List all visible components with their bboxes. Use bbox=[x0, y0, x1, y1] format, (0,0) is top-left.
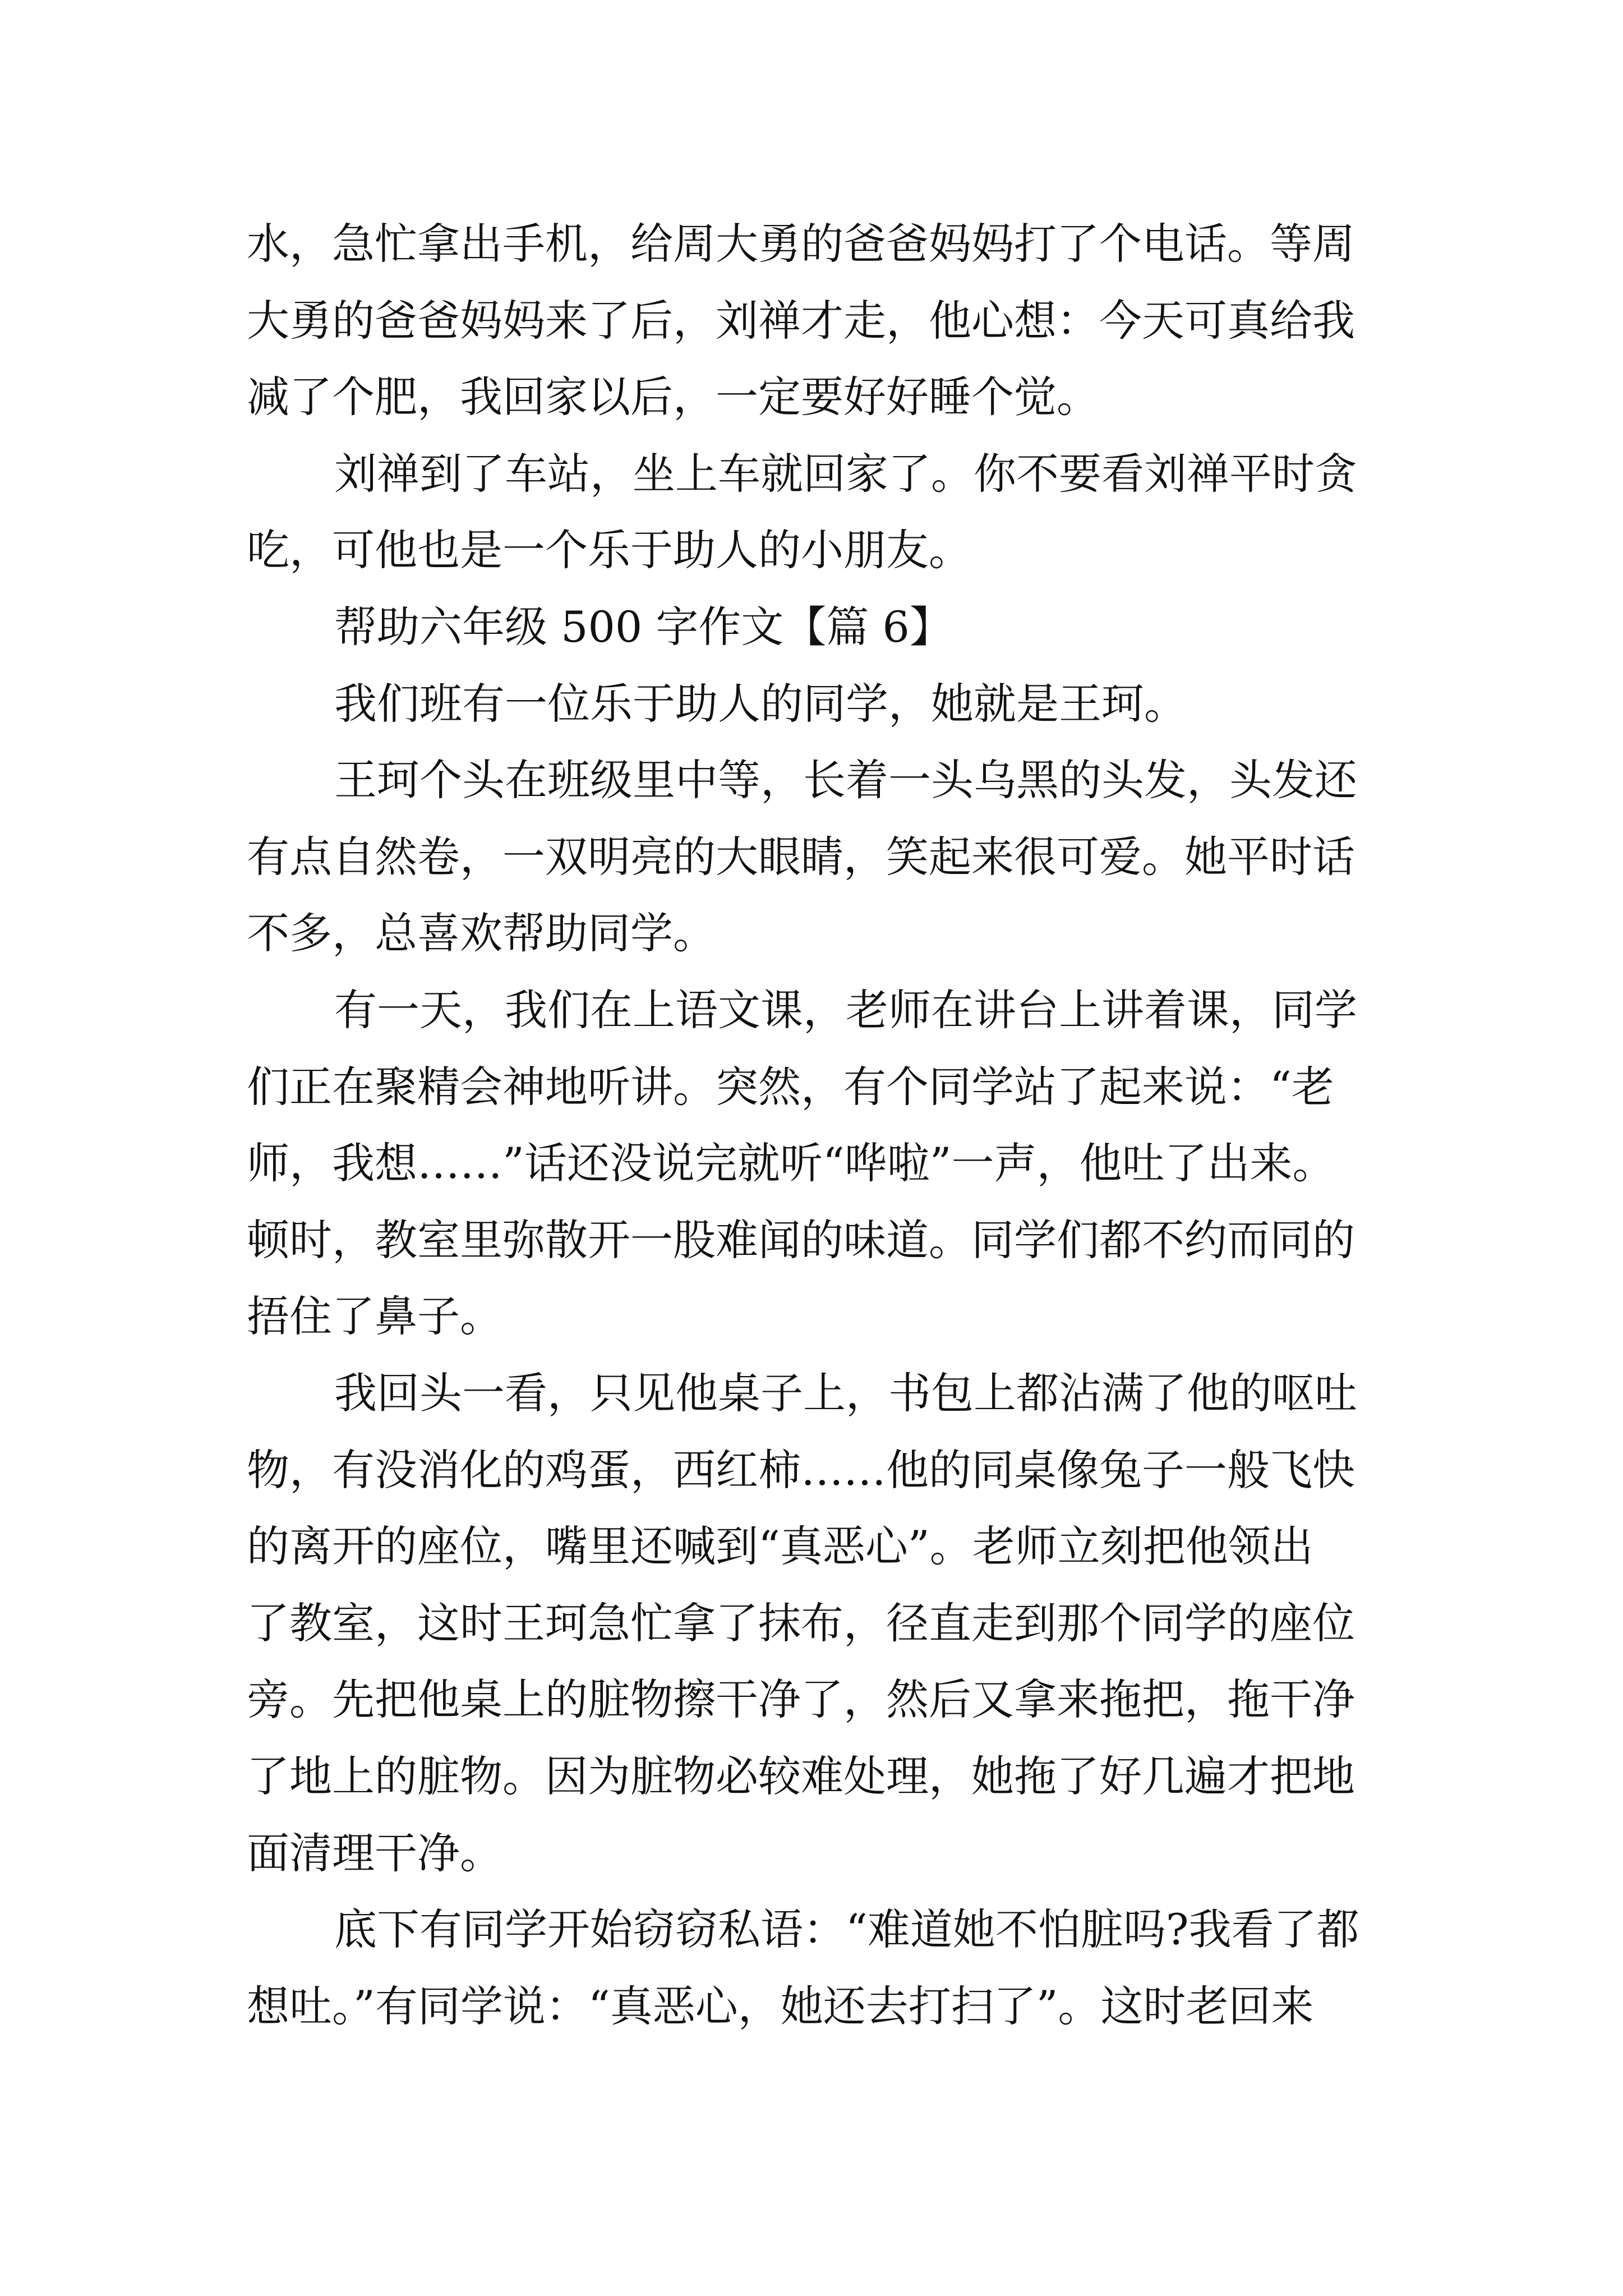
text-line: 顿时，教室里弥散开一股难闻的味道。同学们都不约而同的 bbox=[247, 1215, 1355, 1265]
text-line: 想吐。”有同学说：“真恶心，她还去打扫了”。这时老回来 bbox=[247, 1981, 1314, 2031]
text-line: 不多，总喜欢帮助同学。 bbox=[247, 908, 716, 958]
text-line: 我回头一看，只见他桌子上，书包上都沾满了他的呕吐 bbox=[334, 1368, 1357, 1418]
text-line: 的离开的座位，嘴里还喊到“真恶心”。老师立刻把他领出 bbox=[247, 1521, 1313, 1571]
text-line: 物，有没消化的鸡蛋，西红柿……他的同桌像兔子一般飞快 bbox=[247, 1445, 1355, 1495]
text-line: 我们班有一位乐于助人的同学，她就是王珂。 bbox=[334, 679, 1187, 729]
text-line: 了教室，这时王珂急忙拿了抹布，径直走到那个同学的座位 bbox=[247, 1598, 1355, 1648]
text-line: 大勇的爸爸妈妈来了后，刘禅才走，他心想：今天可真给我 bbox=[247, 296, 1355, 346]
text-line: 吃，可他也是一个乐于助人的小朋友。 bbox=[247, 525, 971, 575]
text-line: 底下有同学开始窃窃私语：“难道她不怕脏吗?我看了都 bbox=[334, 1904, 1359, 1954]
text-line: 面清理干净。 bbox=[247, 1828, 502, 1878]
text-line: 们正在聚精会神地听讲。突然，有个同学站了起来说：“老 bbox=[247, 1062, 1334, 1112]
section-heading: 帮助六年级 500 字作文【篇 6】 bbox=[334, 602, 952, 652]
text-line: 捂住了鼻子。 bbox=[247, 1291, 502, 1341]
text-line: 有点自然卷，一双明亮的大眼睛，笑起来很可爱。她平时话 bbox=[247, 832, 1355, 882]
text-line: 有一天，我们在上语文课，老师在讲台上讲着课，同学 bbox=[334, 985, 1357, 1035]
text-line: 刘禅到了车站，坐上车就回家了。你不要看刘禅平时贪 bbox=[334, 449, 1357, 499]
text-line: 王珂个头在班级里中等，长着一头乌黑的头发，头发还 bbox=[334, 755, 1357, 805]
text-line: 减了个肥，我回家以后，一定要好好睡个觉。 bbox=[247, 372, 1099, 422]
text-line: 旁。先把他桌上的脏物擦干净了，然后又拿来拖把，拖干净 bbox=[247, 1674, 1355, 1724]
text-line: 师，我想……”话还没说完就听“哗啦”一声，他吐了出来。 bbox=[247, 1138, 1335, 1188]
text-line: 了地上的脏物。因为脏物必较难处理，她拖了好几遍才把地 bbox=[247, 1751, 1355, 1801]
text-line: 水，急忙拿出手机，给周大勇的爸爸妈妈打了个电话。等周 bbox=[247, 219, 1355, 269]
